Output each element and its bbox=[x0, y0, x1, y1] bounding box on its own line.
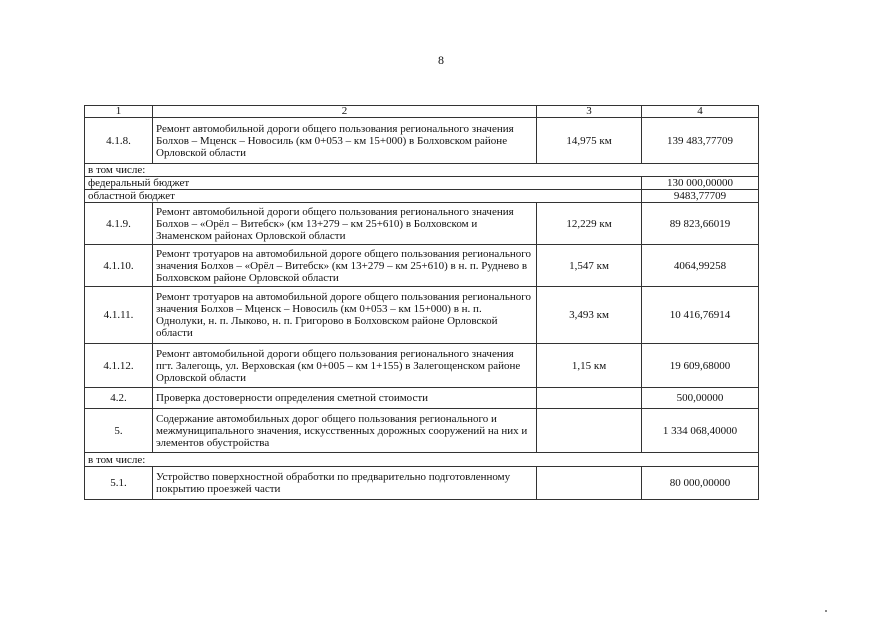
item-number: 4.2. bbox=[85, 388, 153, 409]
item-length bbox=[537, 388, 642, 409]
budget-row bbox=[85, 190, 759, 203]
table-row bbox=[85, 409, 759, 453]
item-number: 5.1. bbox=[85, 467, 153, 500]
table-header-row bbox=[85, 106, 759, 118]
item-description: Ремонт тротуаров на автомобильной дороге общего пользования регионального значения Болхов – Мценск – Новосиль (км 0+053 – км 15+000) в н. п. Однолуки, н. п. Лыково, н. п. Григорово в Болховском районе Орловской области bbox=[153, 287, 537, 344]
table-row bbox=[85, 467, 759, 500]
item-description: Ремонт тротуаров на автомобильной дороге общего пользования регионального значения Болхов – «Орёл – Витебск» (км 13+279 – км 25+610) в н. п. Руднево в Болховском районе Орловской области bbox=[153, 245, 537, 287]
item-amount: 80 000,00000 bbox=[642, 467, 759, 500]
column-header: 1 bbox=[85, 106, 153, 118]
item-number: 4.1.8. bbox=[85, 118, 153, 164]
item-number: 4.1.11. bbox=[85, 287, 153, 344]
item-length bbox=[537, 409, 642, 453]
item-length: 1,15 км bbox=[537, 344, 642, 388]
item-amount: 10 416,76914 bbox=[642, 287, 759, 344]
item-amount: 1 334 068,40000 bbox=[642, 409, 759, 453]
item-length bbox=[537, 467, 642, 500]
item-amount: 89 823,66019 bbox=[642, 203, 759, 245]
item-length: 12,229 км bbox=[537, 203, 642, 245]
item-description: Ремонт автомобильной дороги общего пользования регионального значения Болхов – Мценск – Новосиль (км 0+053 – км 15+000) в Болховском районе Орловской области bbox=[153, 118, 537, 164]
page-number: 8 bbox=[438, 53, 444, 67]
budget-amount: 130 000,00000 bbox=[642, 177, 759, 190]
table-row bbox=[85, 344, 759, 388]
table-row bbox=[85, 203, 759, 245]
item-description: Ремонт автомобильной дороги общего пользования регионального значения пгт. Залегощь, ул. Верховская (км 0+005 – км 1+155) в Залегощенском районе Орловской области bbox=[153, 344, 537, 388]
budget-amount: 9483,77709 bbox=[642, 190, 759, 203]
item-amount: 19 609,68000 bbox=[642, 344, 759, 388]
budget-table bbox=[84, 105, 759, 500]
budget-row bbox=[85, 177, 759, 190]
table-row bbox=[85, 118, 759, 164]
item-description: Содержание автомобильных дорог общего пользования регионального и межмуниципального значения, искусственных дорожных сооружений на них и элементов обустройства bbox=[153, 409, 537, 453]
including-label: в том числе: bbox=[85, 453, 759, 467]
item-description: Устройство поверхностной обработки по предварительно подготовленному покрытию проезжей части bbox=[153, 467, 537, 500]
column-header: 4 bbox=[642, 106, 759, 118]
budget-source-label: федеральный бюджет bbox=[85, 177, 642, 190]
item-number: 5. bbox=[85, 409, 153, 453]
table-row bbox=[85, 388, 759, 409]
item-length: 14,975 км bbox=[537, 118, 642, 164]
table-row bbox=[85, 245, 759, 287]
table-row bbox=[85, 287, 759, 344]
item-number: 4.1.9. bbox=[85, 203, 153, 245]
scan-speck bbox=[825, 610, 827, 612]
subtotal-label-row bbox=[85, 453, 759, 467]
item-amount: 139 483,77709 bbox=[642, 118, 759, 164]
subtotal-label-row bbox=[85, 164, 759, 177]
item-description: Ремонт автомобильной дороги общего пользования регионального значения Болхов – «Орёл – Витебск» (км 13+279 – км 25+610) в Болховском и Знаменском районах Орловской области bbox=[153, 203, 537, 245]
column-header: 2 bbox=[153, 106, 537, 118]
column-header: 3 bbox=[537, 106, 642, 118]
item-number: 4.1.10. bbox=[85, 245, 153, 287]
item-length: 3,493 км bbox=[537, 287, 642, 344]
item-amount: 500,00000 bbox=[642, 388, 759, 409]
item-length: 1,547 км bbox=[537, 245, 642, 287]
item-description: Проверка достоверности определения сметной стоимости bbox=[153, 388, 537, 409]
including-label: в том числе: bbox=[85, 164, 759, 177]
item-amount: 4064,99258 bbox=[642, 245, 759, 287]
budget-source-label: областной бюджет bbox=[85, 190, 642, 203]
item-number: 4.1.12. bbox=[85, 344, 153, 388]
